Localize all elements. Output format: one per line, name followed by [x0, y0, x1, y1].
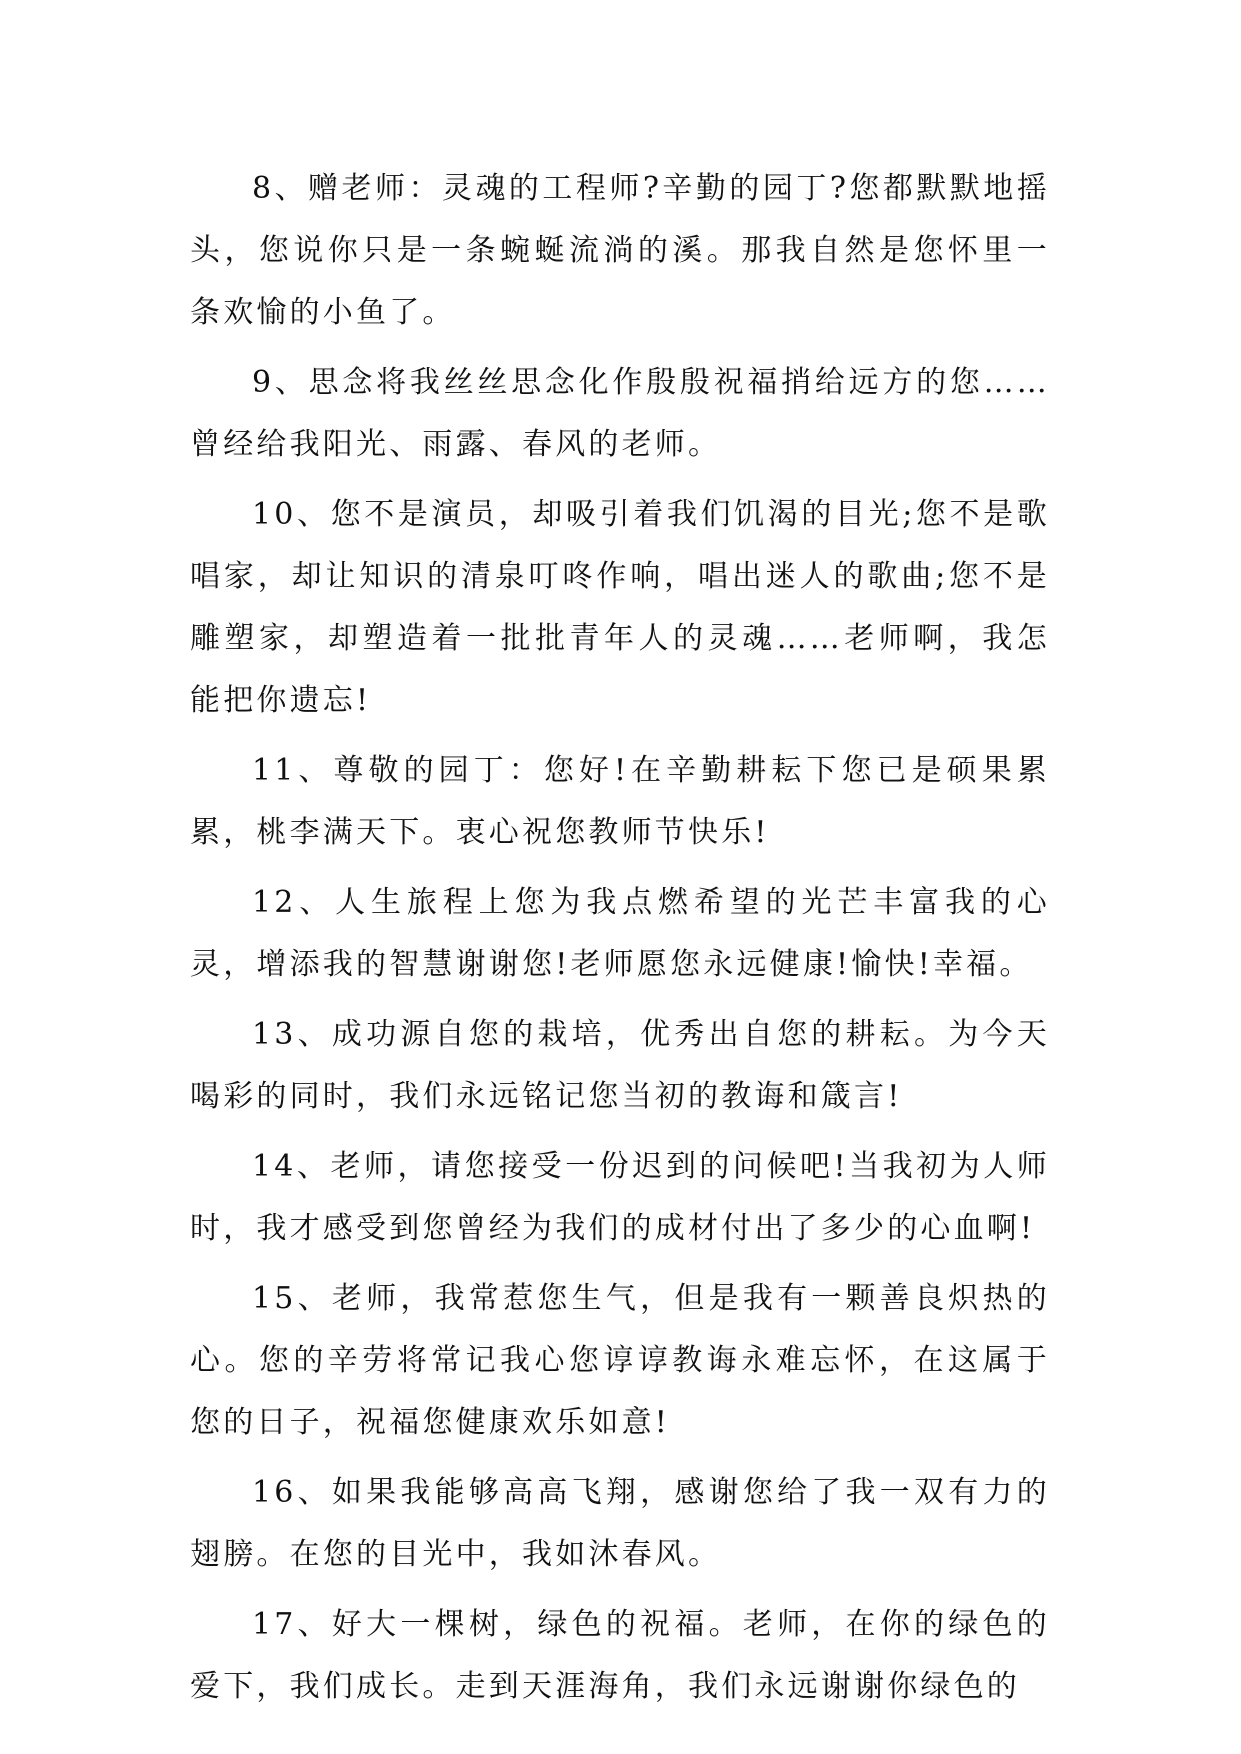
paragraph-11: 11、尊敬的园丁：您好!在辛勤耕耘下您已是硕果累累，桃李满天下。衷心祝您教师节快乐!: [190, 753, 1050, 850]
paragraph-17: 17、好大一棵树，绿色的祝福。老师，在你的绿色的爱下，我们成长。走到天涯海角，我们永远谢谢你绿色的: [190, 1607, 1050, 1704]
paragraph-15: 15、老师，我常惹您生气，但是我有一颗善良炽热的心。您的辛劳将常记我心您谆谆教诲永难忘怀，在这属于您的日子，祝福您健康欢乐如意!: [190, 1281, 1050, 1440]
paragraph-12: 12、人生旅程上您为我点燃希望的光芒丰富我的心灵，增添我的智慧谢谢您!老师愿您永远健康!愉快!幸福。: [190, 885, 1050, 982]
paragraph-10: 10、您不是演员，却吸引着我们饥渴的目光;您不是歌唱家，却让知识的清泉叮咚作响，唱出迷人的歌曲;您不是雕塑家，却塑造着一批批青年人的灵魂……老师啊，我怎能把你遗忘!: [190, 497, 1050, 718]
paragraph-9: 9、思念将我丝丝思念化作殷殷祝福捎给远方的您……曾经给我阳光、雨露、春风的老师。: [190, 365, 1050, 462]
document-page: [190, 158, 1050, 1718]
paragraph-16: 16、如果我能够高高飞翔，感谢您给了我一双有力的翅膀。在您的目光中，我如沐春风。: [190, 1475, 1050, 1572]
paragraph-14: 14、老师，请您接受一份迟到的问候吧!当我初为人师时，我才感受到您曾经为我们的成材付出了多少的心血啊!: [190, 1149, 1050, 1246]
paragraph-8: 8、赠老师：灵魂的工程师?辛勤的园丁?您都默默地摇头，您说你只是一条蜿蜒流淌的溪。那我自然是您怀里一条欢愉的小鱼了。: [190, 171, 1050, 330]
paragraph-13: 13、成功源自您的栽培，优秀出自您的耕耘。为今天喝彩的同时，我们永远铭记您当初的教诲和箴言!: [190, 1017, 1050, 1114]
